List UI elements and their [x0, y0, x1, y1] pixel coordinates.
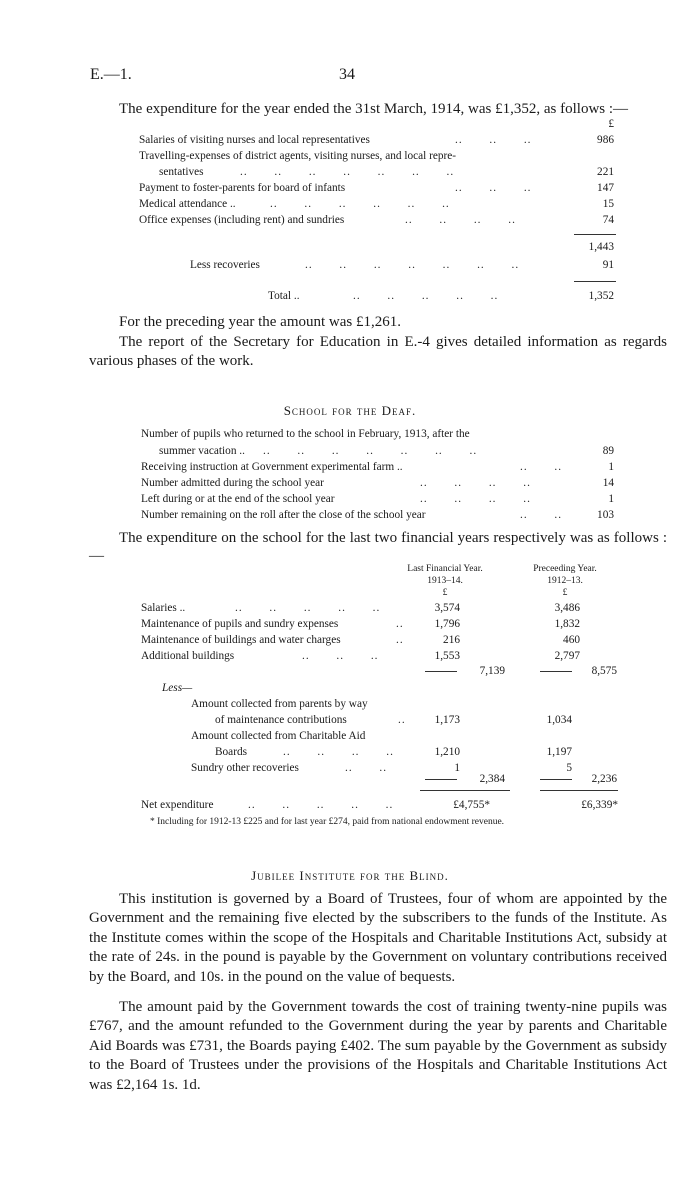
stat-label: Number remaining on the roll after the close of the school year: [141, 509, 426, 521]
less-row-label-cont: of maintenance contributions: [215, 714, 347, 726]
stat-label: Receiving instruction at Government experimental farm ..: [141, 461, 403, 473]
leader-dots: .. .. .. .. .. .. ..: [263, 445, 478, 457]
stat-value: 89: [602, 445, 614, 457]
leader-dots: ..: [396, 618, 404, 630]
deaf-expenditure-intro: The expenditure on the school for the last two financial years respectively was as follows :—: [89, 530, 667, 564]
stat-value: 1: [608, 493, 614, 505]
total-label: Total ..: [268, 290, 300, 302]
sum-dash: [540, 779, 572, 780]
expense-item-label: Office expenses (including rent) and sundries: [139, 214, 345, 226]
net-expenditure-label: Net expenditure: [141, 799, 214, 811]
sum-rule: [574, 281, 616, 282]
less-total-current: 2,384: [479, 773, 505, 785]
leader-dots: .. ..: [345, 762, 388, 774]
column-subheader-previous: 1912–13.: [547, 576, 583, 586]
page-number: 34: [339, 66, 355, 83]
stat-value: 103: [597, 509, 614, 521]
table-row-label: Maintenance of pupils and sundry expenses: [141, 618, 339, 630]
document-code: E.—1.: [90, 66, 132, 83]
sum-dash: [425, 779, 457, 780]
column-header-previous: Preceeding Year.: [533, 564, 597, 574]
table-cell-previous: 1,832: [554, 618, 580, 630]
table-cell-current: 1,210: [434, 746, 460, 758]
net-expenditure-previous: £6,339*: [581, 799, 618, 811]
leader-dots: .. .. .. .. .. .. ..: [305, 259, 520, 271]
stat-label: Left during or at the end of the school year: [141, 493, 335, 505]
table-cell-current: 1,173: [434, 714, 460, 726]
table-cell-previous: 3,486: [554, 602, 580, 614]
table-cell-previous: 460: [563, 634, 580, 646]
table-cell-current: 1: [454, 762, 460, 774]
less-heading: Less—: [162, 682, 193, 694]
leader-dots: .. .. .. ..: [405, 214, 516, 226]
table-cell-previous: 1,034: [546, 714, 572, 726]
expenditure-intro: The expenditure for the year ended the 31st March, 1914, was £1,352, as follows :—: [119, 101, 629, 117]
table-row-label: Additional buildings: [141, 650, 235, 662]
sum-rule: [420, 790, 510, 791]
expense-item-label: Salaries of visiting nurses and local representatives: [139, 134, 370, 146]
less-total-previous: 2,236: [591, 773, 617, 785]
leader-dots: .. ..: [520, 461, 563, 473]
leader-dots: .. .. .. .. .. ..: [270, 198, 450, 210]
expense-item-amount: 147: [597, 182, 614, 194]
column-header-current: Last Financial Year.: [407, 564, 483, 574]
leader-dots: ..: [398, 714, 406, 726]
expense-item-label-cont: sentatives: [159, 166, 204, 178]
leader-dots: .. .. ..: [455, 134, 532, 146]
leader-dots: .. ..: [520, 509, 563, 521]
preceding-year-text: For the preceding year the amount was £1,261.: [119, 314, 402, 330]
less-row-label: Amount collected from parents by way: [191, 698, 368, 710]
stat-label: Number of pupils who returned to the school in February, 1913, after the: [141, 428, 470, 440]
table-cell-current: 1,796: [434, 618, 460, 630]
stat-value: 1: [608, 461, 614, 473]
less-row-label: Sundry other recoveries: [191, 762, 299, 774]
jubilee-paragraph: This institution is governed by a Board of Trustees, four of whom are appointed by the Government and the remaining five elected by the subscribers to the funds of the Institute. As the Institute comes within the scope of the Hospitals and Charitable Institutions Act, subsidy at the rate of 24s. in the pound is payable by the Government on voluntary contributions received by the Board, and 10s. in the pound on the value of bequests.: [89, 891, 667, 985]
less-row-label-cont: Boards: [215, 746, 248, 758]
sum-rule: [574, 234, 616, 235]
stat-value: 14: [602, 477, 614, 489]
leader-dots: .. .. ..: [302, 650, 379, 662]
expense-item-label: Medical attendance ..: [139, 198, 236, 210]
expense-subtotal: 1,443: [588, 241, 614, 253]
less-row-label: Amount collected from Charitable Aid: [191, 730, 366, 742]
gross-total-current: 7,139: [479, 665, 505, 677]
report-paragraph: The report of the Secretary for Education in E.-4 gives detailed information as regards various phases of the work.: [89, 334, 667, 370]
sum-dash: [425, 671, 457, 672]
table-cell-previous: 1,197: [546, 746, 572, 758]
table-row-label: Salaries ..: [141, 602, 186, 614]
leader-dots: .. .. .. ..: [420, 493, 531, 505]
net-expenditure-current: £4,755*: [453, 799, 490, 811]
stat-label: Number admitted during the school year: [141, 477, 324, 489]
total-amount: 1,352: [588, 290, 614, 302]
sum-dash: [540, 671, 572, 672]
table-cell-previous: 2,797: [554, 650, 580, 662]
expense-item-label: Travelling-expenses of district agents, visiting nurses, and local repre-: [139, 150, 457, 162]
table-cell-current: 216: [443, 634, 460, 646]
column-subheader-current: 1913–14.: [427, 576, 463, 586]
column-currency: £: [442, 588, 448, 598]
leader-dots: .. .. ..: [455, 182, 532, 194]
table-cell-current: 3,574: [434, 602, 460, 614]
leader-dots: .. .. .. .. ..: [353, 290, 499, 302]
expense-item-amount: 986: [597, 134, 614, 146]
table-row-label: Maintenance of buildings and water charges: [141, 634, 341, 646]
sum-rule: [540, 790, 618, 791]
stat-label-cont: summer vacation ..: [159, 445, 245, 457]
less-recoveries-amount: 91: [602, 259, 614, 271]
expense-item-amount: 15: [602, 198, 614, 210]
jubilee-paragraph: The amount paid by the Government towards the cost of training twenty-nine pupils was £767, and the amount refunded to the Government during the year by parents and Charitable Aid Boards was £731, the Boards paying £402. The sum payable by the Government as subsidy to the Board of Trustees under the provisions of the Hospitals and Charitable Institutions Act was £2,164 1s. 1d.: [89, 999, 667, 1093]
less-recoveries-label: Less recoveries: [190, 259, 260, 271]
leader-dots: .. .. .. .. ..: [235, 602, 381, 614]
currency-symbol: £: [608, 118, 614, 130]
leader-dots: ..: [396, 634, 404, 646]
table-cell-current: 1,553: [434, 650, 460, 662]
leader-dots: .. .. .. ..: [283, 746, 394, 758]
expense-item-amount: 74: [602, 214, 614, 226]
footnote: * Including for 1912-13 £225 and for last year £274, paid from national endowment revenue.: [150, 817, 505, 827]
leader-dots: .. .. .. .. .. .. ..: [240, 166, 455, 178]
section-title: School for the Deaf.: [283, 403, 417, 418]
table-cell-previous: 5: [566, 762, 572, 774]
section-title: Jubilee Institute for the Blind.: [251, 868, 449, 883]
leader-dots: .. .. .. .. ..: [248, 799, 394, 811]
leader-dots: .. .. .. ..: [420, 477, 531, 489]
gross-total-previous: 8,575: [591, 665, 617, 677]
expense-item-amount: 221: [597, 166, 614, 178]
expense-item-label: Payment to foster-parents for board of infants: [139, 182, 346, 194]
column-currency: £: [562, 588, 568, 598]
